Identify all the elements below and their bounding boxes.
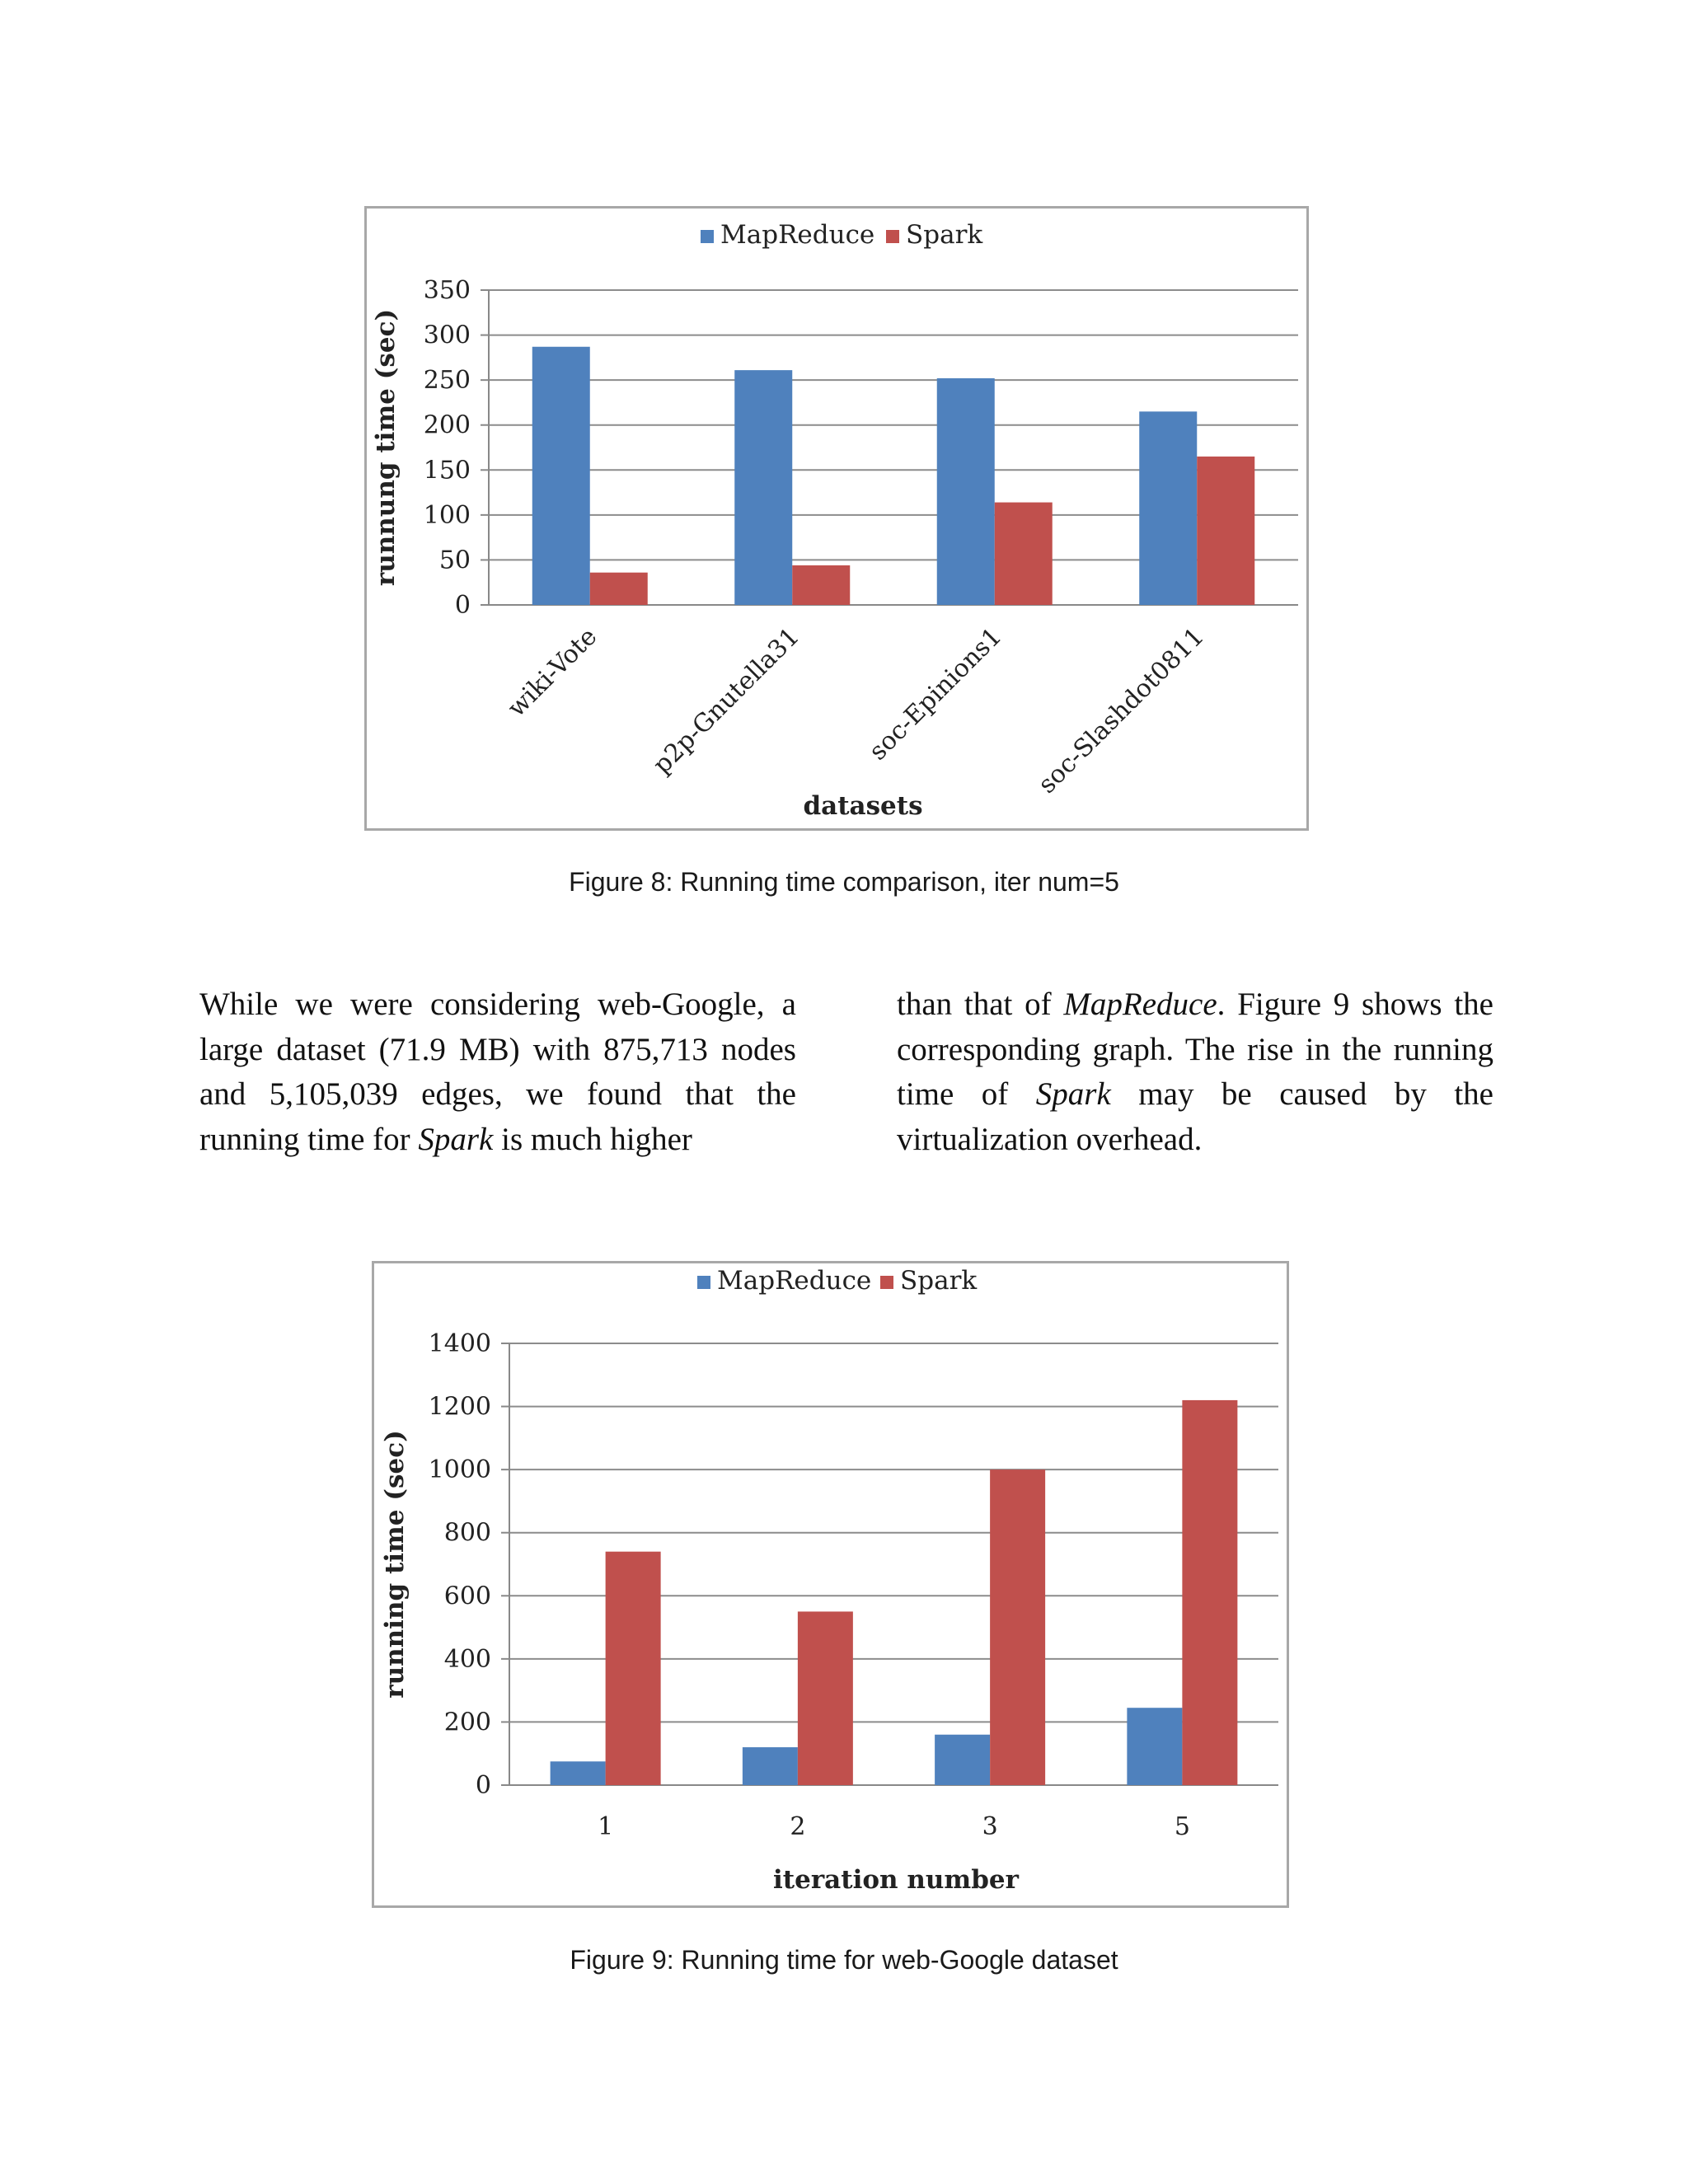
ytick-label-800: 800 bbox=[443, 1518, 491, 1548]
bar-spark-1 bbox=[606, 1552, 661, 1785]
bar-spark-soc-Epinions1 bbox=[995, 503, 1053, 605]
body-paragraph-left bbox=[199, 982, 796, 1162]
bar-mapreduce-wiki-Vote bbox=[532, 347, 590, 605]
figure-8-svg bbox=[367, 209, 1306, 828]
bar-mapreduce-soc-Epinions1 bbox=[937, 378, 995, 605]
figure-8-chart bbox=[364, 206, 1309, 831]
bar-mapreduce-soc-Slashdot0811 bbox=[1139, 411, 1197, 605]
ytick-label-0: 0 bbox=[475, 1771, 491, 1800]
legend-swatch-spark bbox=[886, 230, 899, 243]
y-axis-title: runnung time (sec) bbox=[371, 308, 401, 587]
bar-mapreduce-3 bbox=[935, 1735, 990, 1785]
bar-spark-2 bbox=[798, 1611, 853, 1785]
legend-label-spark: Spark bbox=[906, 220, 983, 250]
body-right-run-0: than that of bbox=[897, 987, 1064, 1022]
figure-8-caption: Figure 8: Running time comparison, iter num=5 bbox=[569, 867, 1119, 897]
body-left-run-1: Spark bbox=[418, 1121, 494, 1157]
xtick-label-soc-Slashdot0811: soc-Slashdot0811 bbox=[1033, 621, 1210, 799]
xtick-label-5: 5 bbox=[1174, 1812, 1190, 1841]
ytick-label-400: 400 bbox=[443, 1644, 491, 1674]
legend-label-spark: Spark bbox=[900, 1266, 978, 1296]
xtick-label-soc-Epinions1: soc-Epinions1 bbox=[863, 621, 1008, 766]
ytick-label-350: 350 bbox=[423, 276, 471, 305]
xtick-label-1: 1 bbox=[598, 1812, 614, 1841]
body-left-run-0: While we were considering web-Google, a large dataset (71.9 MB) with 875,713 nodes and 5,105,039 edges, we found that the running time for bbox=[199, 987, 796, 1157]
ytick-label-300: 300 bbox=[423, 321, 471, 350]
ytick-label-1400: 1400 bbox=[428, 1329, 491, 1358]
body-text-left-column bbox=[199, 982, 796, 1162]
legend-swatch-spark bbox=[880, 1276, 893, 1289]
ytick-label-100: 100 bbox=[423, 500, 471, 530]
body-right-run-2: . Figure 9 shows the corresponding graph. The rise in the running time of bbox=[897, 987, 1493, 1112]
xtick-label-3: 3 bbox=[982, 1812, 998, 1841]
body-left-run-2: is much higher bbox=[493, 1121, 692, 1157]
xtick-label-2: 2 bbox=[790, 1812, 806, 1841]
ytick-label-200: 200 bbox=[443, 1708, 491, 1737]
bar-spark-wiki-Vote bbox=[590, 573, 648, 605]
bar-spark-3 bbox=[990, 1469, 1045, 1785]
x-axis-title: iteration number bbox=[773, 1865, 1019, 1895]
ytick-label-0: 0 bbox=[454, 591, 471, 620]
figure-9-chart bbox=[372, 1261, 1289, 1908]
ytick-label-1000: 1000 bbox=[428, 1455, 491, 1485]
bar-spark-soc-Slashdot0811 bbox=[1197, 457, 1254, 605]
bar-mapreduce-2 bbox=[743, 1747, 798, 1785]
body-right-run-3: Spark bbox=[1035, 1076, 1111, 1112]
ytick-label-50: 50 bbox=[438, 546, 471, 575]
bar-mapreduce-p2p-Gnutella31 bbox=[734, 370, 792, 605]
y-axis-title: running time (sec) bbox=[380, 1430, 410, 1699]
body-right-run-4: may be caused by the virtualization overhead. bbox=[897, 1076, 1493, 1157]
x-axis-title: datasets bbox=[803, 791, 923, 821]
xtick-label-p2p-Gnutella31: p2p-Gnutella31 bbox=[647, 621, 805, 780]
body-right-run-1: MapReduce bbox=[1063, 987, 1217, 1022]
ytick-label-1200: 1200 bbox=[428, 1392, 491, 1422]
legend-swatch-mapreduce bbox=[697, 1276, 710, 1289]
ytick-label-150: 150 bbox=[423, 456, 471, 485]
bar-mapreduce-1 bbox=[551, 1761, 606, 1785]
ytick-label-250: 250 bbox=[423, 366, 471, 396]
figure-9-caption: Figure 9: Running time for web-Google dataset bbox=[570, 1945, 1118, 1975]
xtick-label-wiki-Vote: wiki-Vote bbox=[502, 621, 603, 724]
figure-9-svg bbox=[374, 1263, 1287, 1905]
legend-label-mapreduce: MapReduce bbox=[717, 1266, 872, 1296]
ytick-label-600: 600 bbox=[443, 1582, 491, 1611]
bar-spark-5 bbox=[1182, 1400, 1237, 1785]
body-text-right-column bbox=[897, 982, 1493, 1162]
body-paragraph-right bbox=[897, 982, 1493, 1162]
ytick-label-200: 200 bbox=[423, 410, 471, 440]
legend-swatch-mapreduce bbox=[701, 230, 714, 243]
bar-mapreduce-5 bbox=[1127, 1708, 1182, 1785]
bar-spark-p2p-Gnutella31 bbox=[792, 565, 850, 605]
legend-label-mapreduce: MapReduce bbox=[720, 220, 875, 250]
